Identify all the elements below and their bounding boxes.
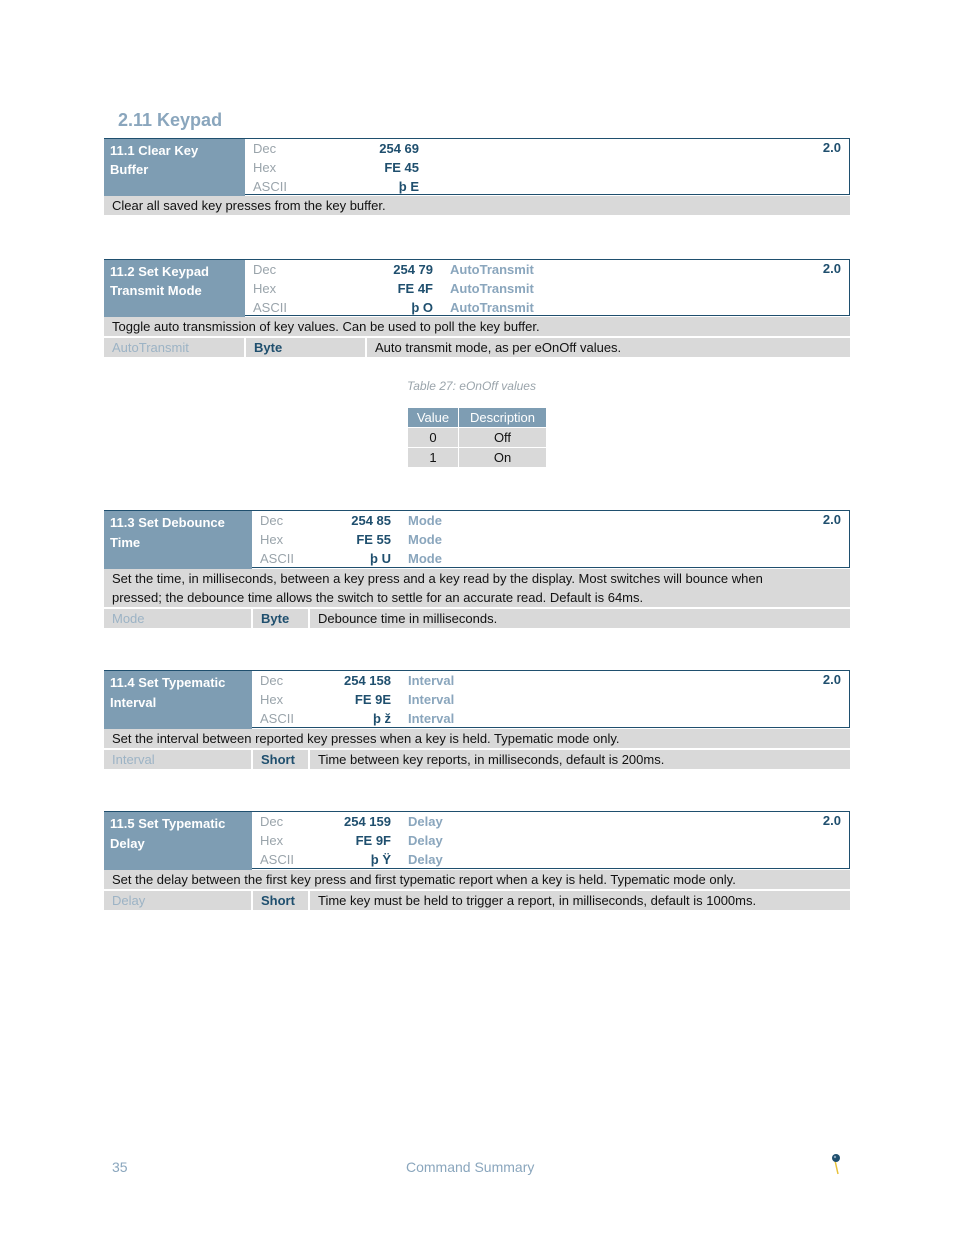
dec-param: Interval	[408, 673, 455, 688]
parameter-type: Byte	[244, 338, 365, 357]
version-badge: 2.0	[822, 140, 841, 155]
table-cell: On	[459, 448, 547, 468]
command-description: Toggle auto transmission of key values. Can be used to poll the key buffer.	[104, 316, 850, 336]
hex-value: FE 9E	[354, 692, 391, 707]
hex-value: FE 55	[356, 532, 391, 547]
dec-value: 254 158	[344, 673, 391, 688]
ascii-row	[104, 177, 849, 196]
hex-label: Hex	[260, 532, 284, 547]
table-cell: 1	[408, 448, 459, 468]
hex-param: AutoTransmit	[450, 281, 534, 296]
version-badge: 2.0	[822, 261, 841, 276]
table-header-row	[408, 408, 547, 428]
description-line: Set the time, in milliseconds, between a key press and a key read by the display. Most switches will bounce when	[112, 571, 763, 586]
dec-label: Dec	[260, 814, 284, 829]
parameter-type: Short	[251, 891, 308, 910]
ascii-value: þ O	[411, 300, 433, 315]
command-name-line: Transmit Mode	[110, 283, 202, 298]
version-badge: 2.0	[822, 512, 841, 527]
dec-label: Dec	[260, 513, 284, 528]
table-caption: Table 27: eOnOff values	[407, 379, 536, 393]
dec-row	[104, 671, 849, 690]
command-name-line: 11.4 Set Typematic	[110, 675, 226, 690]
command-description	[104, 568, 850, 607]
command-header	[104, 670, 850, 728]
table-header: Description	[459, 408, 547, 428]
command-set-debounce-time	[104, 510, 850, 628]
parameter-description: Debounce time in milliseconds.	[308, 609, 497, 628]
command-name-line: Time	[110, 535, 141, 550]
version-badge: 2.0	[822, 813, 841, 828]
dec-param: Delay	[408, 814, 443, 829]
hex-row	[104, 530, 849, 549]
command-header	[104, 811, 850, 869]
command-set-keypad-transmit-mode	[104, 259, 850, 357]
dec-row	[104, 812, 849, 831]
page-number: 35	[112, 1159, 128, 1175]
hex-row	[104, 279, 849, 298]
command-header	[104, 138, 850, 195]
ascii-row	[104, 549, 849, 568]
command-description: Set the interval between reported key presses when a key is held. Typematic mode only.	[104, 728, 850, 748]
matrix-orbital-logo-icon	[826, 1150, 846, 1176]
hex-value: FE 9F	[355, 833, 391, 848]
ascii-value: þ Ÿ	[370, 852, 391, 867]
command-set-typematic-interval	[104, 670, 850, 769]
hex-param: Mode	[408, 532, 442, 547]
command-name-line: 11.2 Set Keypad	[110, 264, 209, 279]
command-header	[104, 510, 850, 568]
hex-row	[104, 831, 849, 850]
dec-value: 254 85	[351, 513, 391, 528]
hex-label: Hex	[253, 281, 277, 296]
table-header: Value	[408, 408, 459, 428]
hex-label: Hex	[253, 160, 277, 175]
ascii-row	[104, 850, 849, 869]
ascii-label: ASCII	[253, 179, 287, 194]
eonoff-values-table	[407, 407, 547, 468]
parameter-name: Interval	[112, 752, 155, 767]
footer-title: Command Summary	[406, 1159, 535, 1175]
command-description: Set the delay between the first key press and first typematic report when a key is held. Typematic mode only.	[104, 869, 850, 889]
ascii-param: Mode	[408, 551, 442, 566]
parameter-name: Delay	[112, 893, 146, 908]
parameter-row	[104, 889, 850, 910]
ascii-value: þ E	[398, 179, 419, 194]
command-name-line: 11.3 Set Debounce	[110, 515, 225, 530]
dec-row	[104, 511, 849, 530]
ascii-param: Delay	[408, 852, 443, 867]
hex-row	[104, 158, 849, 177]
parameter-description: Time between key reports, in milliseconds, default is 200ms.	[308, 750, 664, 769]
ascii-label: ASCII	[260, 551, 294, 566]
command-name-line: 11.5 Set Typematic	[110, 816, 226, 831]
dec-value: 254 159	[344, 814, 391, 829]
dec-row	[104, 260, 849, 279]
parameter-row	[104, 748, 850, 769]
ascii-param: Interval	[408, 711, 455, 726]
hex-param: Interval	[408, 692, 455, 707]
ascii-param: AutoTransmit	[450, 300, 534, 315]
command-name-line: Buffer	[110, 162, 149, 177]
version-badge: 2.0	[822, 672, 841, 687]
ascii-value: þ U	[370, 551, 391, 566]
dec-label: Dec	[253, 141, 277, 156]
dec-label: Dec	[253, 262, 277, 277]
dec-value: 254 69	[379, 141, 419, 156]
dec-value: 254 79	[393, 262, 433, 277]
table-row	[408, 448, 547, 468]
dec-param: Mode	[408, 513, 442, 528]
ascii-value: þ ž	[372, 711, 391, 726]
dec-label: Dec	[260, 673, 284, 688]
parameter-type: Short	[251, 750, 308, 769]
ascii-row	[104, 709, 849, 728]
ascii-label: ASCII	[260, 852, 294, 867]
command-clear-key-buffer	[104, 138, 850, 215]
parameter-type: Byte	[251, 609, 308, 628]
parameter-name: AutoTransmit	[112, 340, 189, 355]
hex-label: Hex	[260, 692, 284, 707]
dec-row	[104, 139, 849, 158]
command-name-line: 11.1 Clear Key	[110, 143, 199, 158]
command-description: Clear all saved key presses from the key buffer.	[104, 195, 850, 215]
command-set-typematic-delay	[104, 811, 850, 910]
dec-param: AutoTransmit	[450, 262, 534, 277]
command-name-line: Interval	[110, 695, 157, 710]
hex-label: Hex	[260, 833, 284, 848]
command-name-line: Delay	[110, 836, 145, 851]
command-header	[104, 259, 850, 316]
hex-value: FE 4F	[397, 281, 433, 296]
parameter-row	[104, 607, 850, 628]
parameter-name: Mode	[112, 611, 145, 626]
parameter-description: Time key must be held to trigger a report, in milliseconds, default is 1000ms.	[308, 891, 756, 910]
hex-value: FE 45	[384, 160, 419, 175]
table-row	[408, 428, 547, 448]
hex-row	[104, 690, 849, 709]
parameter-row	[104, 336, 850, 357]
table-cell: Off	[459, 428, 547, 448]
ascii-label: ASCII	[260, 711, 294, 726]
section-title: 2.11 Keypad	[118, 110, 223, 130]
table-cell: 0	[408, 428, 459, 448]
ascii-label: ASCII	[253, 300, 287, 315]
hex-param: Delay	[408, 833, 443, 848]
parameter-description: Auto transmit mode, as per eOnOff values.	[365, 338, 621, 357]
description-line: pressed; the debounce time allows the switch to settle for an accurate read. Default is 64ms.	[112, 590, 644, 605]
ascii-row	[104, 298, 849, 317]
